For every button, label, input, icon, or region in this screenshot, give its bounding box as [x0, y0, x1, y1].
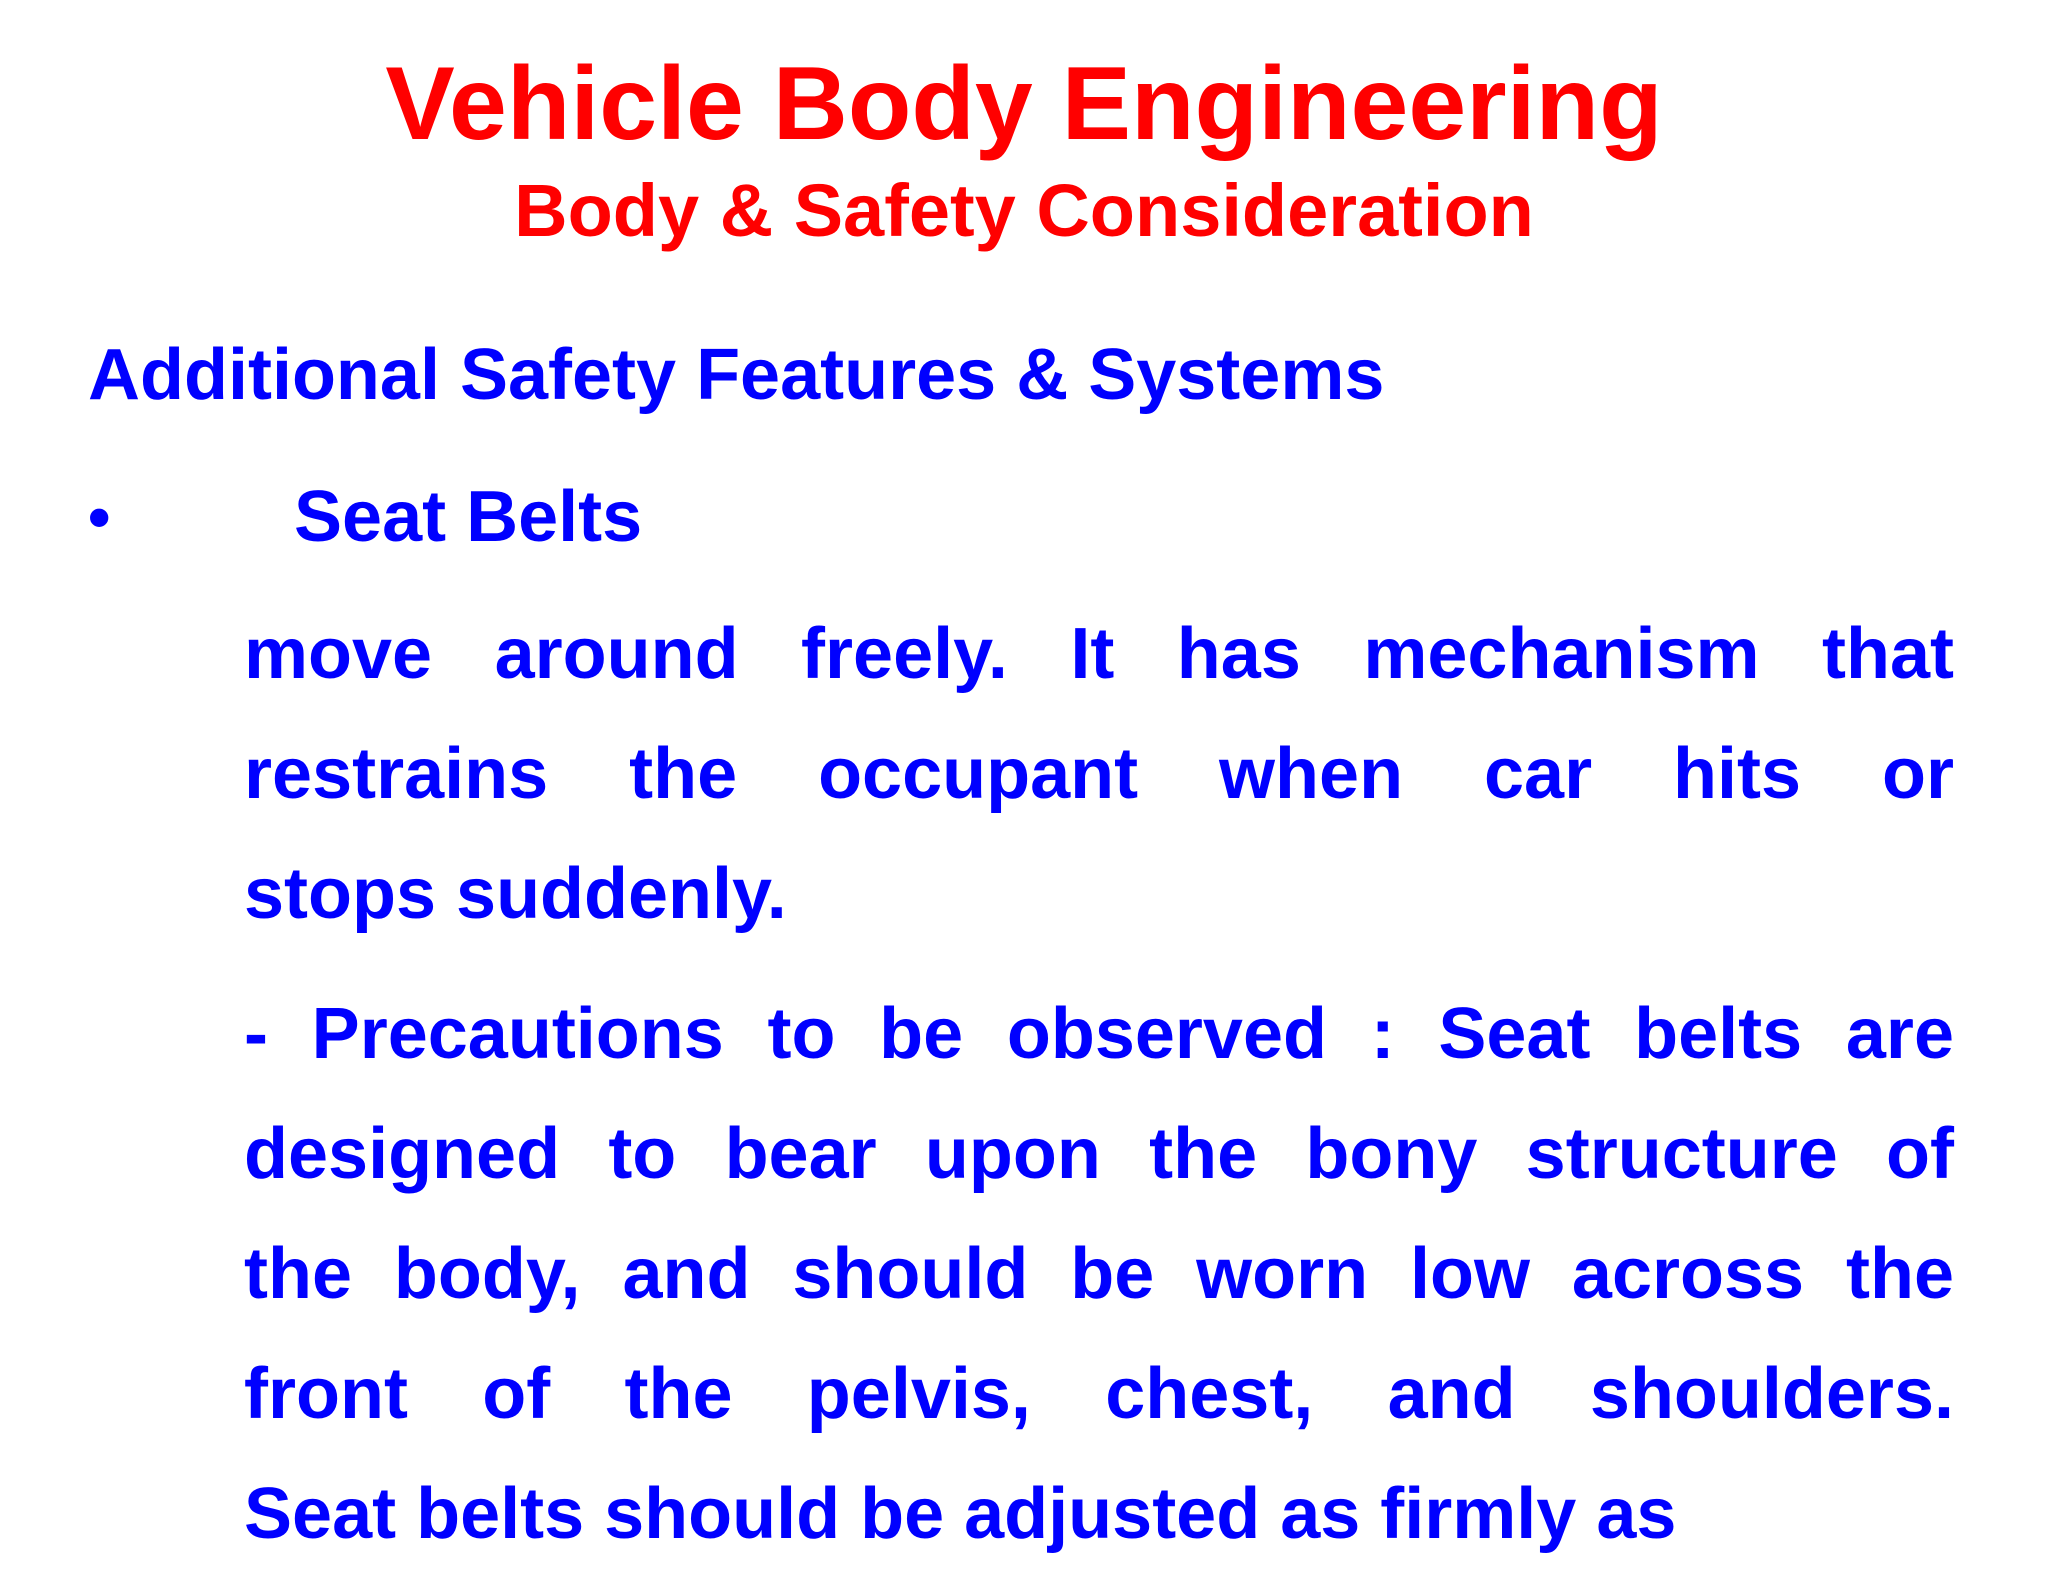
body-paragraph-precautions	[244, 974, 1954, 1574]
bullet-icon: •	[88, 481, 111, 553]
paragraph-line: Seat belts should be adjusted as firmly as	[244, 1474, 1677, 1554]
section-heading: Additional Safety Features & Systems	[88, 335, 1385, 415]
paragraph-line: restrains the occupant when car hits or	[244, 734, 1954, 814]
bullet-label: Seat Belts	[294, 477, 643, 557]
slide-title: Vehicle Body Engineering	[385, 46, 1663, 162]
paragraph-line: the body, and should be worn low across the	[244, 1234, 1954, 1314]
body-paragraph-description	[244, 594, 1954, 954]
paragraph-line: stops suddenly.	[244, 854, 787, 934]
paragraph-line: - Precautions to be observed : Seat belts are	[244, 994, 1954, 1074]
slide-subtitle: Body & Safety Consideration	[514, 169, 1534, 252]
paragraph-line: front of the pelvis, chest, and shoulders.	[244, 1354, 1954, 1434]
paragraph-line: move around freely. It has mechanism that	[244, 614, 1954, 694]
paragraph-line: designed to bear upon the bony structure of	[244, 1114, 1954, 1194]
